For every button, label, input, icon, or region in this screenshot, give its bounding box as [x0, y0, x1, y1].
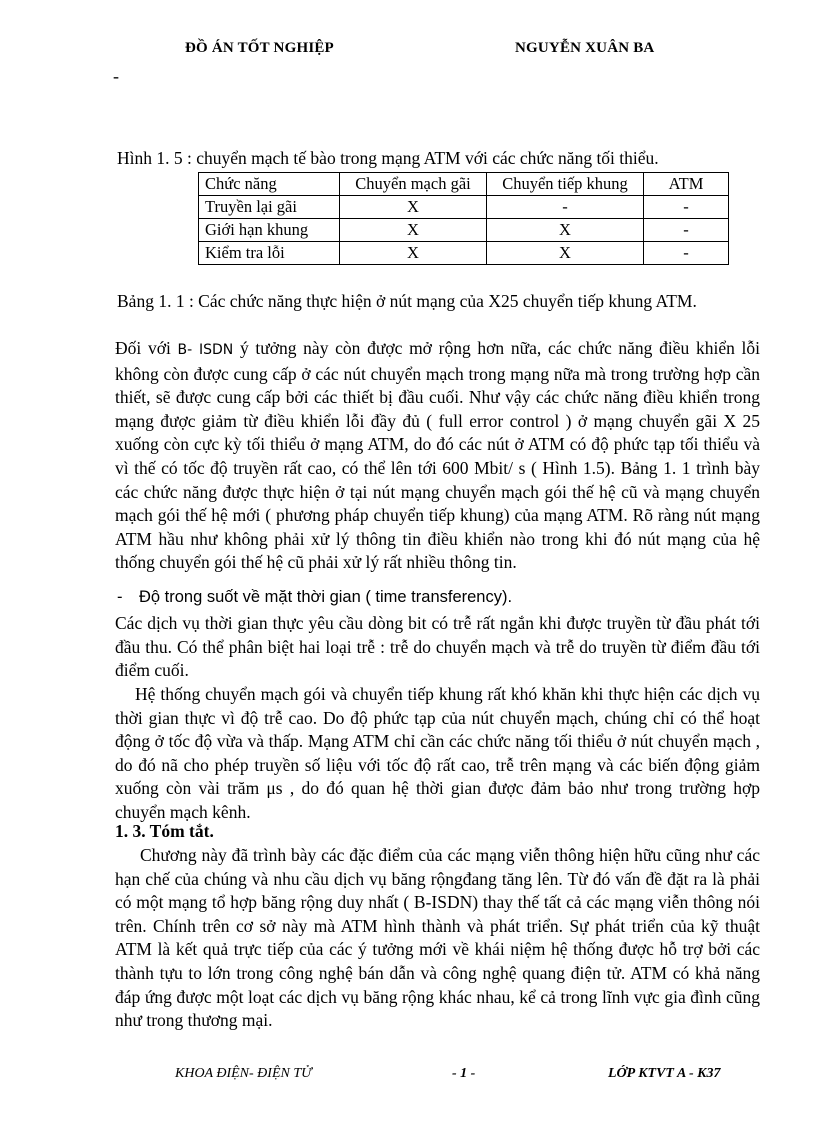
paragraph-body: ý tưởng này còn được mở rộng hơn nữa, các chức năng điều khiển lỗi không còn được cung cấp ở các nút chuyển mạch trong mạng nữa mà trong trường hợp cần thiết, sẽ được cung cấp bởi các thiết bị đầu cuối. Như vậy các chức năng điều khiển trong mạng được giảm từ điều khiển lỗi đầy đủ ( full error control ) ở mạng chuyển gãi X 25 xuống còn cực kỳ tối thiểu ở mạng ATM, do đó các nút ở ATM có độ phức tạp tối thiểu và vì thế có tốc độ truyền rất cao, có thể lên tới 600 Mbit/ s ( Hình 1.5). Bảng 1. 1 trình bày các chức năng được thực hiện ở tại nút mạng chuyển mạch gói thế hệ cũ và mạng chuyển mạch gói thế hệ mới ( phương pháp chuyển tiếp khung) của mạng ATM. Rõ ràng nút mạng ATM hầu như không phải xử lý thông tin điều khiển nào trong khi đó nút mạng của hệ thống chuyển gói thế hệ cũ phải xử lý rất nhiều thông tin. [115, 338, 761, 573]
paragraph-summary: Chương này đã trình bày các đặc điểm của các mạng viễn thông hiện hữu cũng như các hạn chế của chúng và nhu cầu dịch vụ băng rộngđang tăng lên. Từ đó vấn đề đặt ra là phải có một mạng tổ hợp băng rộng duy nhất ( B-ISDN) thay thế tất cả các mạng viễn thông nói trên. Chính trên cơ sở này mà ATM hình thành và phát triển. Sự phát triển của kỹ thuật ATM là kết quả trực tiếp của các ý tưởng mới về khái niệm hệ thống được hỗ trợ bởi các thành tựu to lớn trong công nghệ bán dẫn và công nghệ quang điện tử. ATM có khả năng đáp ứng được một loạt các dịch vụ băng rộng khác nhau, kể cả trong lĩnh vực gia đình cũng như trong thương mại. [115, 845, 760, 1031]
header-right: NGUYỄN XUÂN BA [515, 40, 655, 56]
table-header-cell: Chuyển mạch gãi [340, 173, 487, 196]
table-cell: Giới hạn khung [199, 219, 340, 242]
term-b-isdn: B- ISDN [177, 342, 234, 358]
table-cell: - [644, 219, 729, 242]
bullet-text: Độ trong suốt về mặt thời gian ( time transferency). [139, 588, 513, 606]
paragraph-realtime: Các dịch vụ thời gian thực yêu cầu dòng bit có trễ rất ngắn khi được truyền từ đầu phát tới đầu thu. Có thể phân biệt hai loại trễ : trễ do chuyển mạch và trễ do truyền từ điểm đầu tới điểm cuối. [115, 613, 760, 681]
footer-left: KHOA ĐIỆN- ĐIỆN TỬ [175, 1066, 312, 1081]
table-row [199, 196, 729, 219]
header-dash: - [113, 66, 119, 86]
table-cell: Kiểm tra lỗi [199, 242, 340, 265]
table-cell: X [340, 242, 487, 265]
bullet-item [117, 588, 512, 607]
table-cell: Truyền lại gãi [199, 196, 340, 219]
table-row [199, 219, 729, 242]
bullet-dash: - [117, 588, 123, 606]
paragraph-b-isdn [115, 337, 760, 575]
header-left: ĐỒ ÁN TỐT NGHIỆP [185, 40, 334, 56]
section-title: 1. 3. Tóm tắt. [115, 821, 214, 841]
table-cell: - [644, 242, 729, 265]
footer-right: LỚP KTVT A - K37 [608, 1066, 721, 1081]
table-cell: - [487, 196, 644, 219]
function-table [198, 172, 729, 265]
table-header-row [199, 173, 729, 196]
table-caption: Bảng 1. 1 : Các chức năng thực hiện ở nút mạng của X25 chuyển tiếp khung ATM. [117, 291, 697, 311]
table-header-cell: ATM [644, 173, 729, 196]
table-header-cell: Chuyển tiếp khung [487, 173, 644, 196]
table-cell: X [487, 242, 644, 265]
footer-page-number: - 1 - [452, 1066, 476, 1081]
table-row [199, 242, 729, 265]
table-cell: - [644, 196, 729, 219]
table-cell: X [487, 219, 644, 242]
paragraph-latency: Hệ thống chuyển mạch gói và chuyển tiếp khung rất khó khăn khi thực hiện các dịch vụ thời gian thực vì độ trễ cao. Do độ phức tạp của nút chuyển mạch, chúng chỉ có thể hoạt động ở tốc độ vừa và thấp. Mạng ATM chỉ cần các chức năng tối thiểu ở nút chuyển mạch , do đó nã cho phép truyền số liệu với tốc độ rất cao, trễ trên mạng và các biến động giảm xuống còn vài trăm μs , do đó quan hệ thời gian được đảm bảo như trong trường hợp chuyển mạch kênh. [115, 684, 760, 822]
table-cell: X [340, 196, 487, 219]
table-cell: X [340, 219, 487, 242]
paragraph-lead: Đối với [115, 338, 171, 358]
table-header-cell: Chức năng [199, 173, 340, 196]
figure-caption: Hình 1. 5 : chuyển mạch tế bào trong mạng ATM với các chức năng tối thiểu. [117, 148, 659, 168]
